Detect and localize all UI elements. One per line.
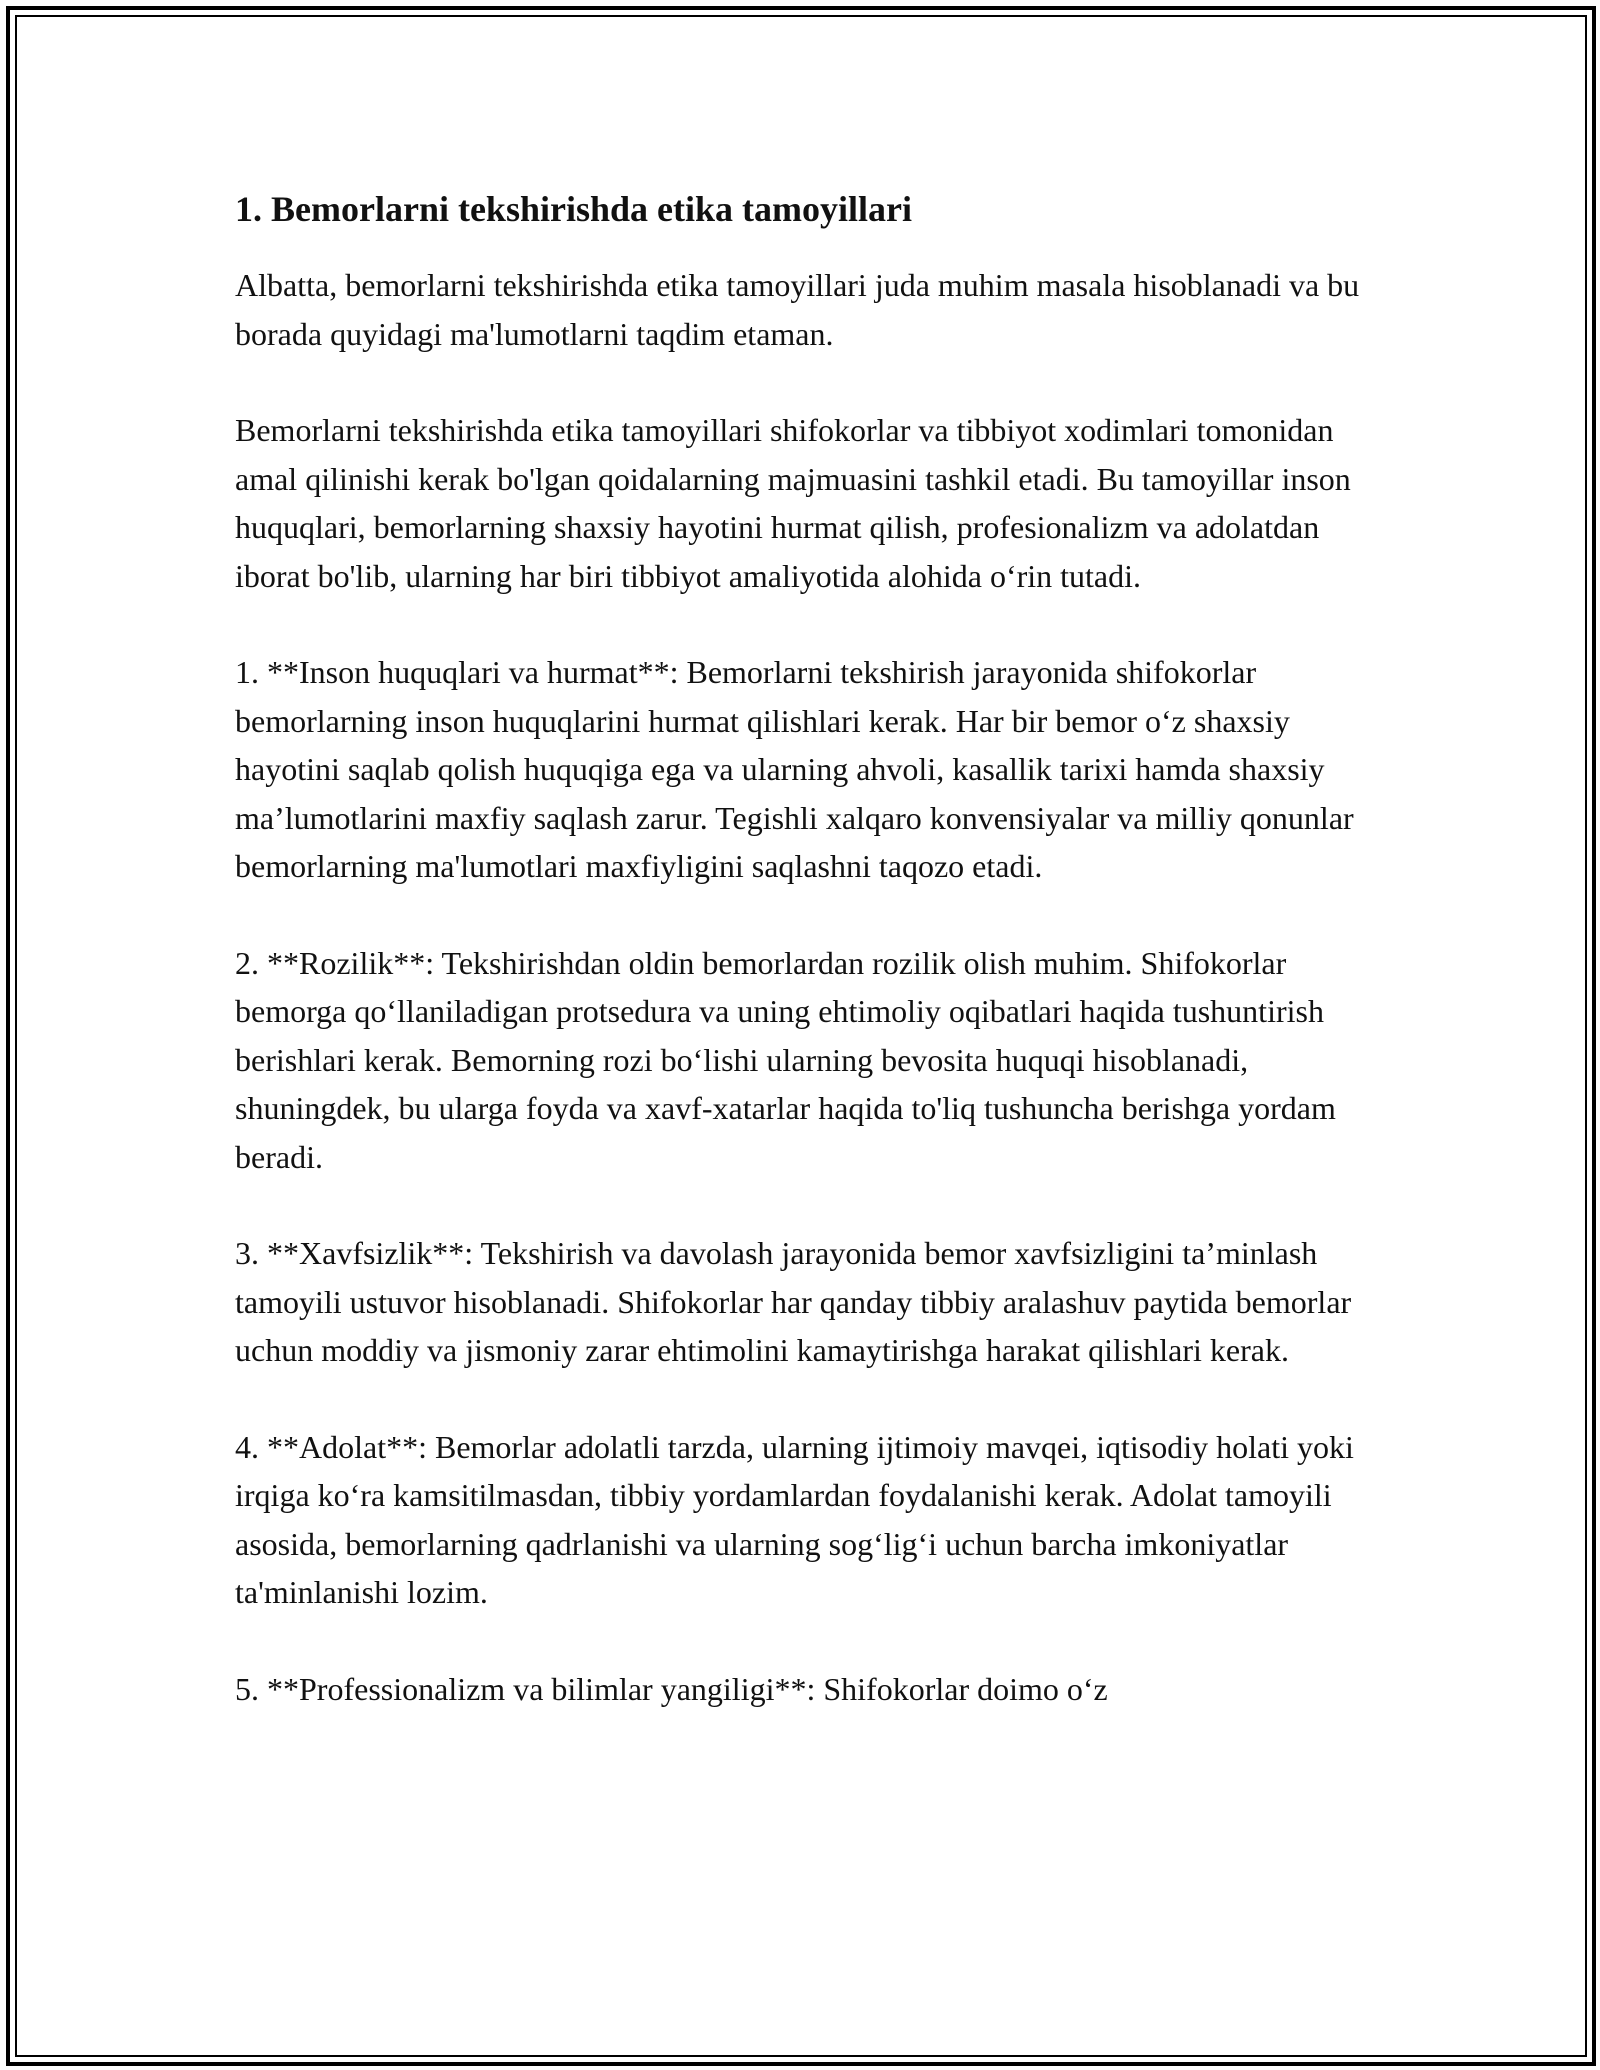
principle-safety-paragraph: 3. **Xavfsizlik**: Tekshirish va davolash jarayonida bemor xavfsizligini ta’minlash tamoyili ustuvor hisoblanadi. Shifokorlar har qanday tibbiy aralashuv paytida bemorlar uchun moddiy va jismoniy zarar ehtimolini kamaytirishga harakat qilishlari kerak.: [235, 1235, 1352, 1368]
principle-professionalism-paragraph: 5. **Professionalizm va bilimlar yangiligi**: Shifokorlar doimo o‘z: [235, 1670, 1108, 1707]
principle-human-rights-paragraph: 1. **Inson huquqlari va hurmat**: Bemorlarni tekshirish jarayonida shifokorlar bemorlarning inson huquqlarini hurmat qilishlari kerak. Har bir bemor o‘z shaxsiy hayotini saqlab qolish huquqiga ega va ularning ahvoli, kasallik tarixi hamda shaxsiy ma’lumotlarini maxfiy saqlash zarur. Tegishli xalqaro konvensiyalar va milliy qonunlar bemorlarning ma'lumotlari maxfiyligini saqlashni taqozo etadi.: [235, 654, 1354, 884]
principle-justice-paragraph: 4. **Adolat**: Bemorlar adolatli tarzda, ularning ijtimoiy mavqei, iqtisodiy holati yoki irqiga ko‘ra kamsitilmasdan, tibbiy yordamlardan foydalanishi kerak. Adolat tamoyili asosida, bemorlarning qadrlanishi va ularning sog‘lig‘i uchun barcha imkoniyatlar ta'minlanishi lozim.: [235, 1428, 1354, 1610]
overview-paragraph: Bemorlarni tekshirishda etika tamoyillari shifokorlar va tibbiyot xodimlari tomonidan amal qilinishi kerak bo'lgan qoidalarning majmuasini tashkil etadi. Bu tamoyillar inson huquqlari, bemorlarning shaxsiy hayotini hurmat qilish, profesionalizm va adolatdan iborat bo'lib, ularning har biri tibbiyot amaliyotida alohida o‘rin tutadi.: [235, 412, 1351, 594]
intro-paragraph: Albatta, bemorlarni tekshirishda etika tamoyillari juda muhim masala hisoblanadi va bu borada quyidagi ma'lumotlarni taqdim etaman.: [235, 267, 1360, 352]
principle-consent-paragraph: 2. **Rozilik**: Tekshirishdan oldin bemorlardan rozilik olish muhim. Shifokorlar bemorga qo‘llaniladigan protsedura va uning ehtimoliy oqibatlari haqida tushuntirish berishlari kerak. Bemorning rozi bo‘lishi ularning bevosita huquqi hisoblanadi, shuningdek, bu ularga foyda va xavf-xatarlar haqida to'liq tushuncha berishga yordam beradi.: [235, 944, 1336, 1175]
section-heading: 1. Bemorlarni tekshirishda etika tamoyillari: [235, 189, 912, 229]
document-body: [235, 185, 1360, 1761]
